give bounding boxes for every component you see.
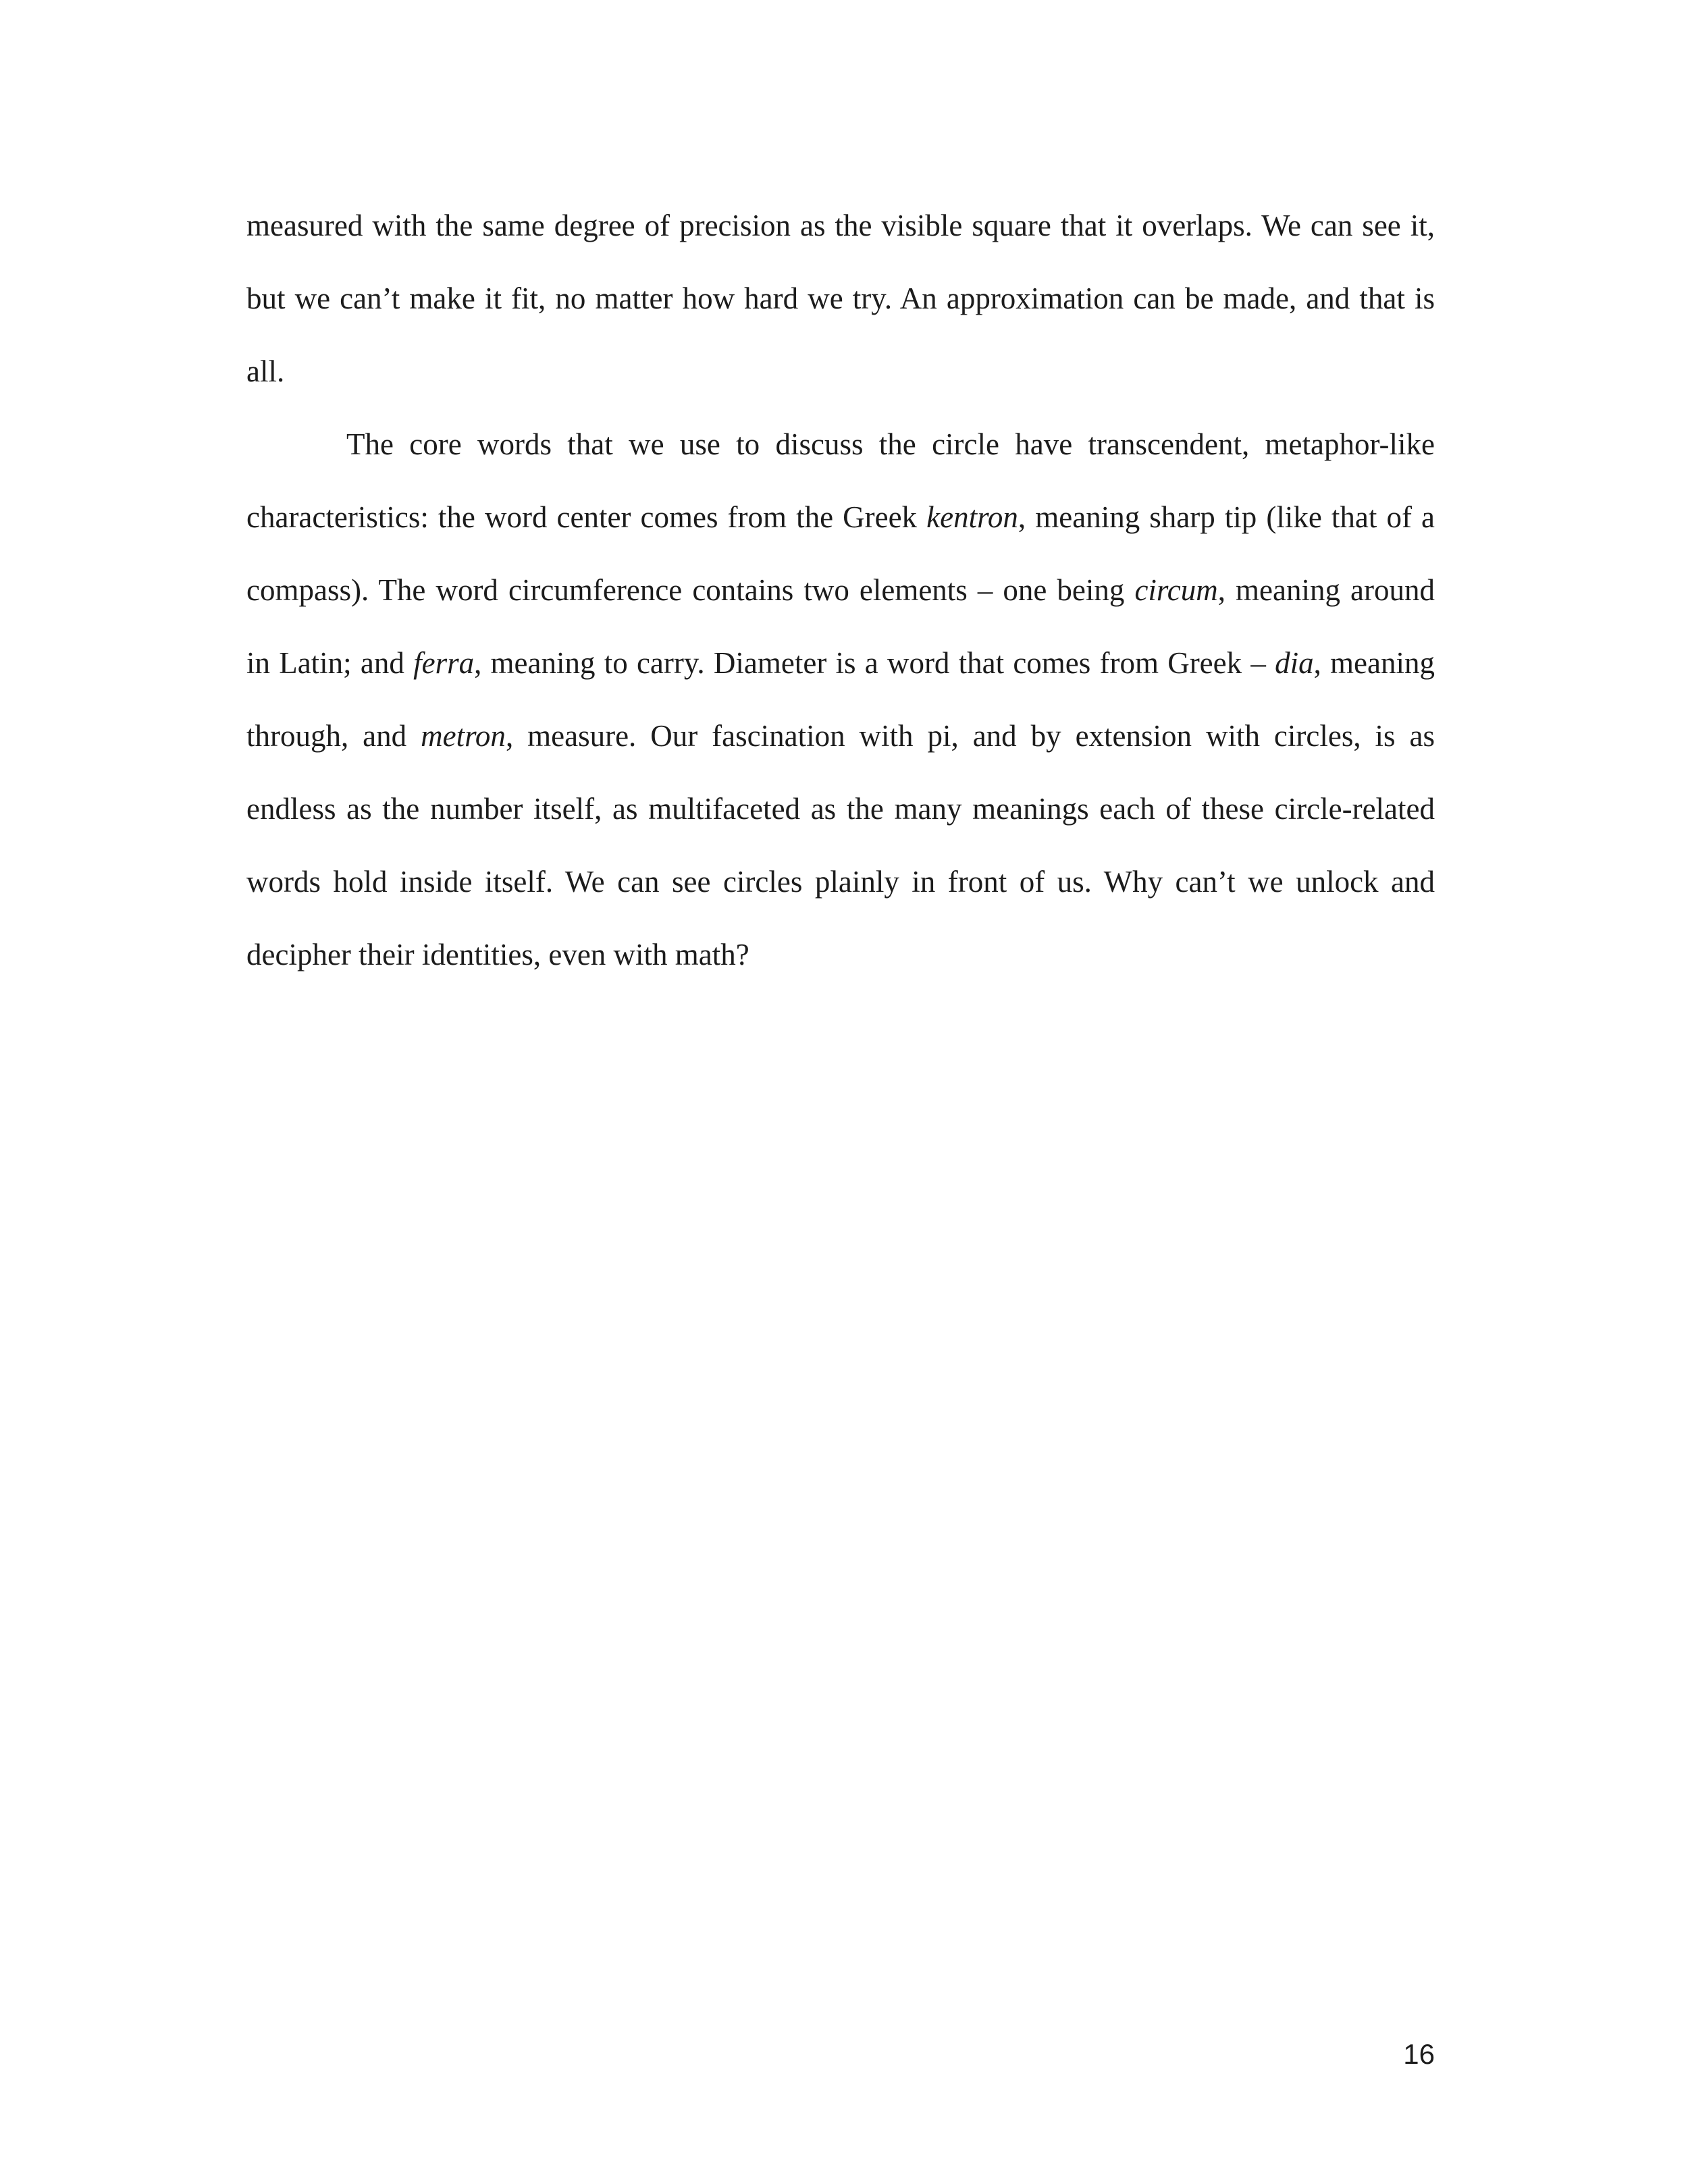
text-segment: , measure. Our fascination with pi, and by extension with circles, is as endless as the number itself, as multifaceted as the many meanings each of these circle-related words hold inside itself. We can see circles plainly in front of us. Why can’t we unlock and decipher their identities, even with math? <box>246 719 1435 971</box>
paragraph-continuation: measured with the same degree of precision as the visible square that it overlaps. We can see it, but we can’t make it fit, no matter how hard we try. An approximation can be made, and that is all. <box>246 209 1435 388</box>
text-segment: The core words that we use to discuss the circle have transcendent, metaphor-like characteristics: the word center comes from the Greek <box>246 427 1435 534</box>
text-segment: , meaning around in Latin; and <box>246 573 1435 680</box>
italic-term-metron: metron <box>421 719 506 753</box>
text-segment: , meaning sharp tip (like that of a compass). The word circumference contains two elements – one being <box>246 500 1435 607</box>
paragraph-circle-words <box>246 408 1435 991</box>
text-segment: , meaning to carry. Diameter is a word that comes from Greek – <box>474 646 1275 680</box>
italic-term-kentron: kentron <box>926 500 1018 534</box>
page-number: 16 <box>1403 2038 1435 2070</box>
italic-term-ferra: ferra <box>413 646 475 680</box>
italic-term-dia: dia <box>1275 646 1314 680</box>
body-text <box>246 189 1435 991</box>
italic-term-circum: circum <box>1134 573 1218 607</box>
text-segment: , meaning through, and <box>246 646 1435 753</box>
